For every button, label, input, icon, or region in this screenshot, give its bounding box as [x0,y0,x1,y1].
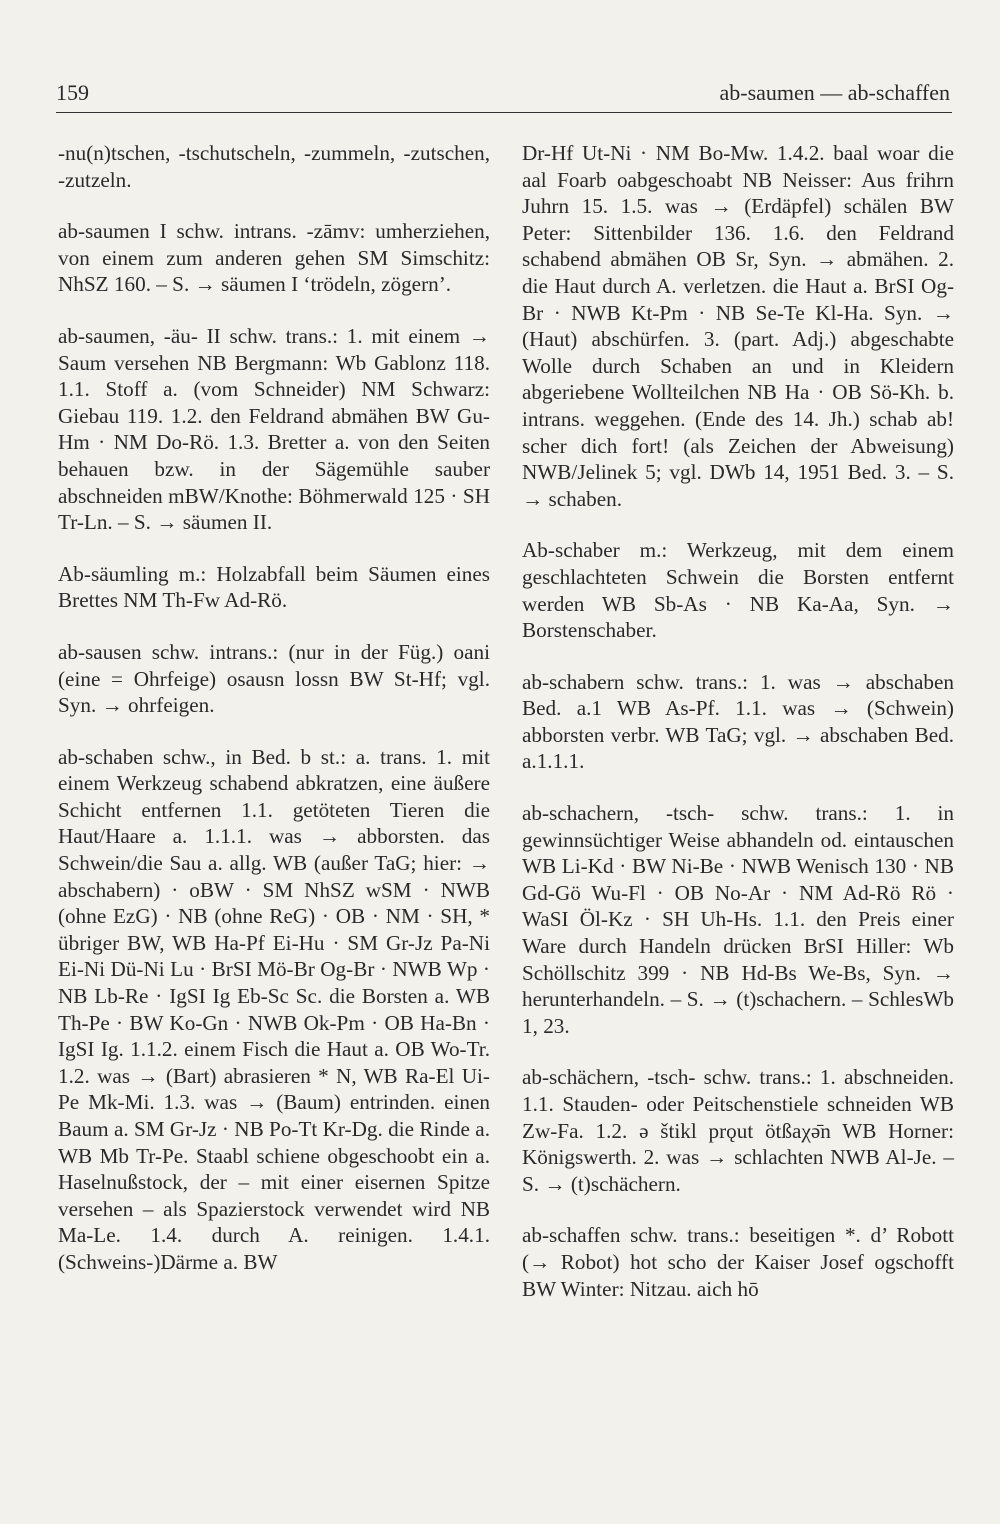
page-number: 159 [56,80,89,105]
entry-ab-schaben-continued: Dr-Hf Ut-Ni · NM Bo-Mw. 1.4.2. baal woar die aal Foarb oabgeschoabt NB Neisser: Aus frihrn Juhrn 15. 1.5. was → (Erdäpfel) schälen BW Peter: Sittenbilder 136. 1.6. den Feldrand schabend abmähen OB Sr, Syn. → abmähen. 2. die Haut durch A. verletzen. die Haut a. BrSI Og-Br · NWB Kt-Pm · NB Se-Te Kl-Ha. Syn. → (Haut) abschürfen. 3. (part. Adj.) abgeschabte Wolle durch Schaben an und in Kleidern abgeriebene Wollteilchen NB Ha · OB Sö-Kh. b. intrans. weggehen. (Ende des 14. Jh.) schab ab! scher dich fort! (als Zeichen der Abweisung) NWB/Jelinek 5; vgl. DWb 14, 1951 Bed. 3. – S. → schaben. [522,141,954,511]
entry-ab-saumen-2: ab-saumen, -äu- II schw. trans.: 1. mit einem → Saum versehen NB Bergmann: Wb Gablonz 118. 1.1. Stoff a. (vom Schneider) NM Schwarz: Giebau 119. 1.2. den Feldrand abmähen BW Gu-Hm · NM Do-Rö. 1.3. Bretter a. von den Seiten behauen bzw. in der Sägemühle sauber abschneiden mBW/Knothe: Böhmerwald 125 · SH Tr-Ln. – S. → säumen II. [58,323,490,535]
entry-ab-schaber: Ab-schaber m.: Werkzeug, mit dem einem geschlachteten Schwein die Borsten entfernt werden WB Sb-As · NB Ka-Aa, Syn. → Borstenschaber. [522,538,954,643]
running-head: ab-saumen — ab-schaffen [719,80,950,105]
entry-ab-saumen-1: ab-saumen I schw. intrans. -zāmv: umherziehen, von einem zum anderen gehen SM Simschitz: NhSZ 160. – S. → säumen I ‘trödeln, zögern’. [58,219,490,297]
entry-continuation: -nu(n)tschen, -tschutscheln, -zummeln, -zutschen, -zutzeln. [58,141,490,192]
entry-ab-schaffen: ab-schaffen schw. trans.: beseitigen *. d’ Robott (→ Robot) hot scho der Kaiser Josef ogschofft BW Winter: Nitzau. aich hō [522,1223,954,1301]
entry-ab-sausen: ab-sausen schw. intrans.: (nur in der Füg.) oani (eine = Ohrfeige) osausn lossn BW St-Hf; vgl. Syn. → ohrfeigen. [58,639,490,718]
entry-ab-schabern: ab-schabern schw. trans.: 1. was → abschaben Bed. a.1 WB As-Pf. 1.1. was → (Schwein) abborsten verbr. WB TaG; vgl. → abschaben Bed. a.1.1.1. [522,669,954,774]
entry-ab-schaben: ab-schaben schw., in Bed. b st.: a. trans. 1. mit einem Werkzeug schabend abkratzen, eine äußere Schicht entfernen 1.1. getöteten Tieren die Haut/Haare a. 1.1.1. was → abborsten. das Schwein/die Sau a. allg. WB (außer TaG; hier: → abschabern) · oBW · SM NhSZ wSM · NWB (ohne EzG) · NB (ohne ReG) · OB · NM · SH, * übriger BW, WB Ha-Pf Ei-Hu · SM Gr-Jz Pa-Ni Ei-Ni Dü-Ni Lu · BrSI Mö-Br Og-Br · NWB Wp · NB Lb-Re · IgSI Ig Eb-Sc Sc. die Borsten a. WB Th-Pe · BW Ko-Gn · NWB Ok-Pm · OB Ha-Bn · IgSI Ig. 1.1.2. einem Fisch die Haut a. OB Wo-Tr. 1.2. was → (Bart) abrasieren * N, WB Ra-El Ui-Pe Mk-Mi. 1.3. was → (Baum) entrinden. einen Baum a. SM Gr-Jz · NB Po-Tt Kr-Dg. die Rinde a. WB Mb Tr-Pe. Staabl schiene obgeschoobt ein a. Haselnußstock, der – mit einer eisernen Spitze versehen – als Spazierstock verwendet wird NB Ma-Le. 1.4. durch A. reinigen. 1.4.1. (Schweins-)Därme a. BW [58,744,490,1274]
page-header [56,80,952,113]
entry-ab-saeumling: Ab-säumling m.: Holzabfall beim Säumen eines Brettes NM Th-Fw Ad-Rö. [58,561,490,613]
left-column [58,140,490,1301]
right-column [522,140,954,1327]
entry-ab-schachern: ab-schachern, -tsch- schw. trans.: 1. in gewinnsüchtiger Weise abhandeln od. eintauschen WB Li-Kd · BW Ni-Be · NWB Wenisch 130 · NB Gd-Gö Wu-Fl · OB No-Ar · NM Ad-Rö Rö · WaSI Öl-Kz · SH Uh-Hs. 1.1. den Preis einer Ware durch Handeln drücken BrSI Hiller: Wb Schöllschitz 399 · NB Hd-Bs We-Bs, Syn. → herunterhandeln. – S. → (t)schachern. – SchlesWb 1, 23. [522,801,954,1038]
entry-ab-schaechern: ab-schächern, -tsch- schw. trans.: 1. abschneiden. 1.1. Stauden- oder Peitschenstiele schneiden WB Zw-Fa. 1.2. ə štikl prǫut ötßaχǝ̄n WB Horner: Königswerth. 2. was → schlachten NWB Al-Je. – S. → (t)schächern. [522,1065,954,1196]
